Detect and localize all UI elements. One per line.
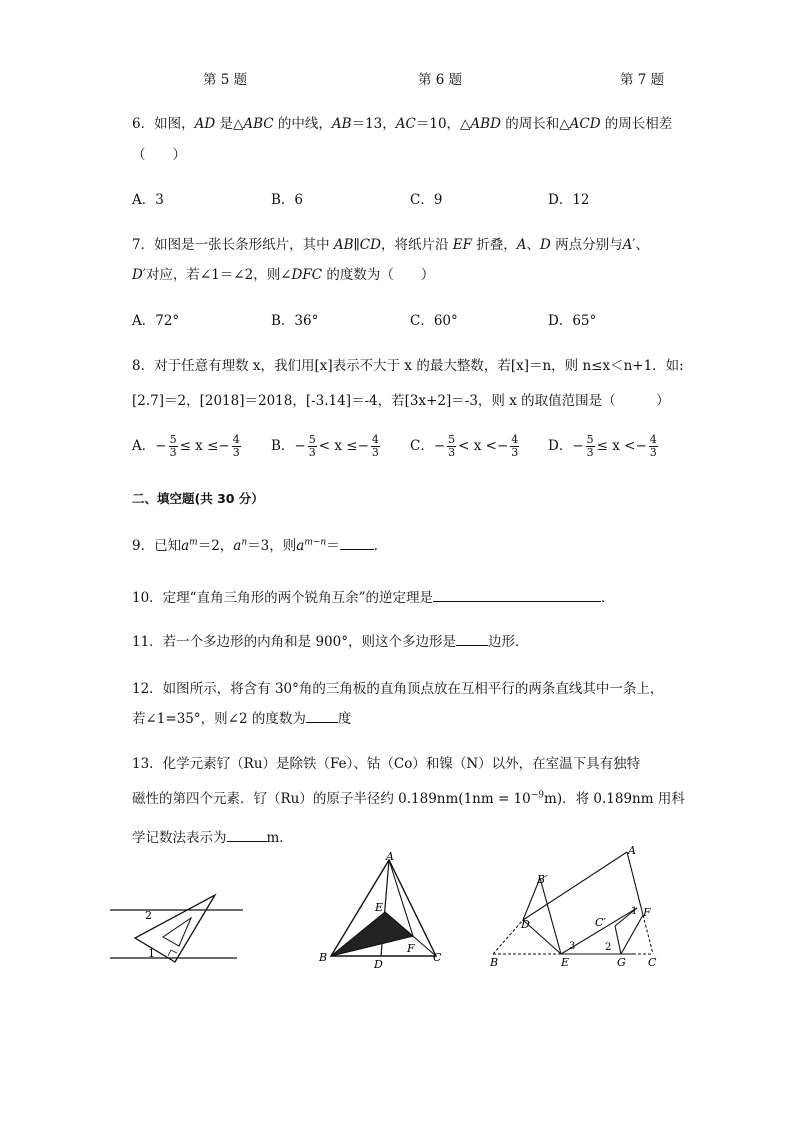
caption-q5: 第 5 题 [203, 72, 248, 88]
q7-option-d: D．65° [548, 313, 597, 329]
fig7-label-1: 1 [631, 906, 638, 917]
fig6-label-a: A [386, 850, 394, 863]
figure-q7 [485, 840, 670, 970]
q11-answer-blank[interactable] [456, 633, 488, 646]
fig6-label-e: E [375, 901, 384, 914]
q7-option-c: C．60° [410, 313, 458, 329]
q9-line: 9．已知$a^m=2$，$a^n=3$，则$a^{m-n}=$ ． [132, 537, 388, 554]
q12-answer-blank[interactable] [306, 710, 338, 723]
fig7-label-b: B [490, 956, 499, 969]
q8-line2: [2.7]＝2，[2018]＝2018，[-3.14]＝-4，若[3x+2]＝-3，则 x 的取值范围是（ ） [132, 393, 670, 409]
fig7-label-b-prime: B′ [537, 873, 548, 886]
q13-line3: 学记数法表示为 m． [132, 830, 293, 846]
q8-option-d: D．− $\frac{5}{3}$ ≤ x <− $\frac{4}{3}$ [548, 433, 657, 459]
section-heading-fill-blank: 二、填空题(共 30 分） [132, 491, 264, 506]
caption-q6: 第 6 题 [418, 72, 463, 88]
fig7-label-d: D [521, 918, 530, 931]
q12-line2: 若∠1=35°，则∠2 的度数为 度 [132, 711, 352, 727]
q8-option-b: B．− $\frac{5}{3}$ < x ≤− $\frac{4}{3}$ [271, 433, 379, 459]
figure-q5 [105, 880, 255, 970]
fig7-label-f: F [643, 906, 651, 919]
fig5-label-2: 2 [145, 909, 152, 922]
fig7-label-c: C [648, 956, 657, 969]
q9-answer-blank[interactable] [340, 537, 374, 550]
q7-option-a: A．72° [132, 313, 180, 329]
fig6-label-f: F [407, 942, 415, 955]
q7-line2: D′对应，若∠1＝∠2，则∠DFC 的度数为（ ） [132, 267, 435, 283]
q8-option-a: A．− $\frac{5}{3}$ ≤ x ≤− $\frac{4}{3}$ [132, 433, 240, 459]
q6-line1: 6．如图，AD 是△ABC 的中线，AB＝13，AC＝10，△ABD 的周长和△ACD 的周长相差 [132, 116, 673, 132]
q13-line1: 13．化学元素钌（Ru）是除铁（Fe）、钴（Co）和镍（N）以外，在室温下具有独特 [132, 756, 641, 772]
q11-line: 11．若一个多边形的内角和是 900°，则这个多边形是 边形． [132, 634, 529, 650]
q10-line: 10．定理“直角三角形的两个锐角互余”的逆定理是 ． [132, 590, 615, 606]
fig7-label-a: A [628, 844, 636, 857]
fig6-label-b: B [319, 951, 328, 964]
fig7-label-2: 2 [605, 942, 612, 953]
q12-line1: 12．如图所示，将含有 30°角的三角板的直角顶点放在互相平行的两条直线其中一条上， [132, 681, 664, 697]
q8-line1: 8．对于任意有理数 x，我们用[x]表示不大于 x 的最大整数，若[x]＝n，则 n≤x＜n+1．如: [132, 358, 684, 374]
fig7-label-c-prime: C′ [595, 916, 606, 929]
q6-option-d: D．12 [548, 192, 590, 208]
fig7-label-g: G [617, 956, 626, 969]
q7-option-b: B．36° [271, 313, 319, 329]
q6-option-a: A．3 [132, 192, 164, 208]
q8-option-c: C．− $\frac{5}{3}$ < x <− $\frac{4}{3}$ [410, 433, 519, 459]
q6-option-c: C．9 [410, 192, 443, 208]
q7-line1: 7．如图是一张长条形纸片，其中 AB∥CD，将纸片沿 EF 折叠，A、D 两点分别与A′、 [132, 237, 649, 253]
figure-q6 [315, 848, 450, 970]
caption-q7: 第 7 题 [620, 72, 665, 88]
fig6-label-c: C [433, 951, 442, 964]
q6-line2: （ ） [132, 147, 186, 163]
fig7-label-e: E [561, 956, 570, 969]
q6-option-b: B．6 [271, 192, 304, 208]
fig5-label-1: 1 [148, 947, 155, 960]
fig7-label-3: 3 [569, 941, 576, 952]
q10-answer-blank[interactable] [433, 589, 601, 602]
q13-answer-blank[interactable] [227, 829, 267, 842]
fig6-label-d: D [374, 958, 383, 970]
q13-line2: 磁性的第四个元素．钌（Ru）的原子半径约 $0.189nm(1nm = 10^{-9}m)$．将 0.189nm 用科 [132, 790, 685, 807]
